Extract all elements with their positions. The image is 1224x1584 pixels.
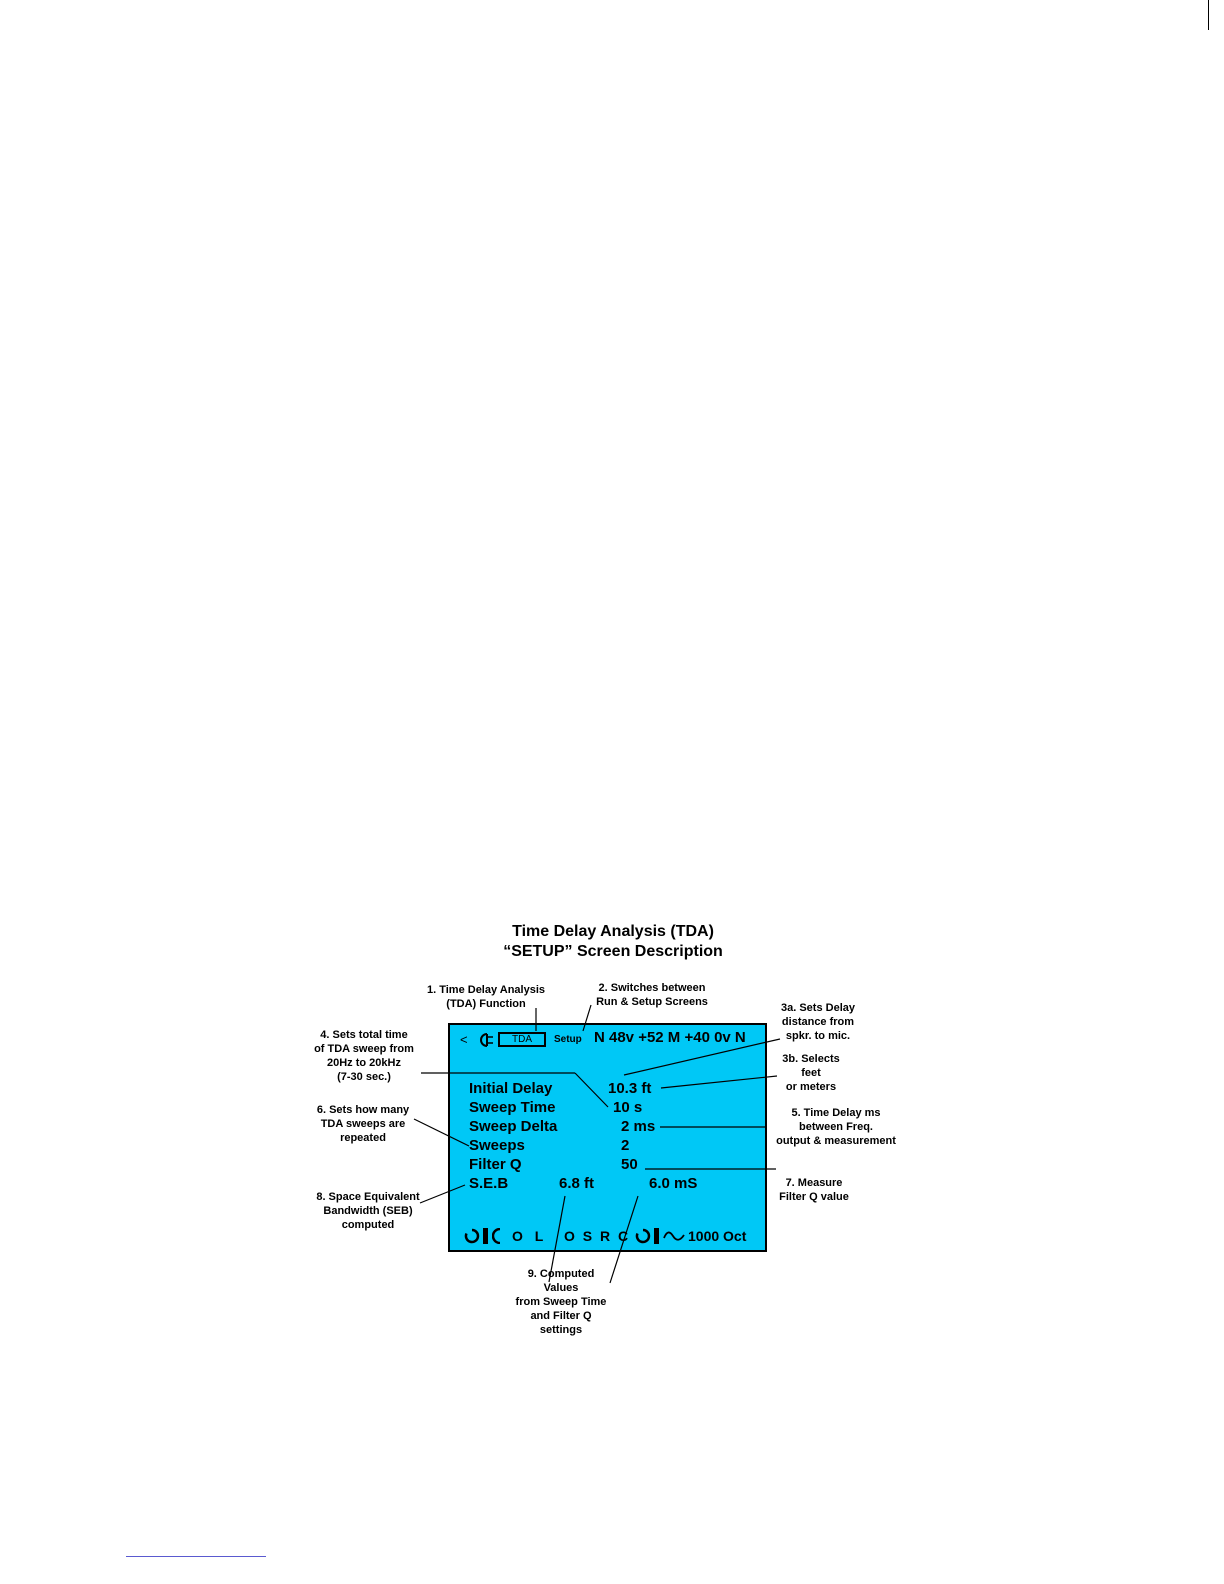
seb-time-value: 6.0 mS bbox=[649, 1175, 698, 1192]
back-arrow-icon[interactable]: < bbox=[460, 1032, 468, 1047]
diagram-title: Time Delay Analysis (TDA) bbox=[512, 923, 714, 940]
annotation-2: 2. Switches between Run & Setup Screens bbox=[596, 982, 708, 1008]
frequency-readout[interactable]: 1000 Oct bbox=[688, 1228, 747, 1244]
leader-3a bbox=[624, 1039, 780, 1075]
seb-distance-value: 6.8 ft bbox=[559, 1175, 595, 1192]
initial-delay-value[interactable]: 10.3 ft bbox=[608, 1080, 652, 1097]
annotation-7: 7. Measure Filter Q value bbox=[779, 1177, 849, 1203]
annotation-3b: 3b. Selects feet or meters bbox=[782, 1053, 840, 1093]
sweeps-label: Sweeps bbox=[469, 1137, 525, 1154]
sweep-delta-value[interactable]: 2 ms bbox=[621, 1118, 656, 1135]
leader-4b bbox=[575, 1073, 608, 1107]
annotation-1: 1. Time Delay Analysis (TDA) Function bbox=[426, 984, 545, 1010]
tda-function-box[interactable]: TDA bbox=[498, 1032, 546, 1047]
annotation-3a: 3a. Sets Delay distance from spkr. to mic. bbox=[781, 1002, 855, 1042]
sweeps-value[interactable]: 2 bbox=[621, 1137, 630, 1154]
seb-label: S.E.B bbox=[469, 1175, 509, 1192]
status-readout: N 48v +52 M +40 0v N bbox=[594, 1029, 746, 1046]
bottom-group-1[interactable]: O L bbox=[512, 1228, 548, 1244]
sweep-time-label: Sweep Time bbox=[469, 1099, 556, 1116]
annotation-6: 6. Sets how many TDA sweeps are repeated bbox=[316, 1104, 410, 1144]
sweep-delta-label: Sweep Delta bbox=[469, 1118, 558, 1135]
annotation-4: 4. Sets total time of TDA sweep from 20Hz to 20kHz (7-30 sec.) bbox=[314, 1029, 414, 1083]
filter-q-value[interactable]: 50 bbox=[621, 1156, 638, 1173]
bottom-group-2[interactable]: O S R C bbox=[564, 1228, 631, 1244]
leader-3b bbox=[661, 1076, 777, 1088]
annotation-8: 8. Space Equivalent Bandwidth (SEB) computed bbox=[316, 1191, 420, 1231]
setup-mode-label[interactable]: Setup bbox=[554, 1034, 582, 1045]
diagram-subtitle: “SETUP” Screen Description bbox=[503, 943, 723, 960]
initial-delay-label: Initial Delay bbox=[469, 1080, 553, 1097]
sweep-time-value[interactable]: 10 s bbox=[613, 1099, 643, 1116]
filter-q-label: Filter Q bbox=[469, 1156, 522, 1173]
annotation-5: 5. Time Delay ms between Freq. output & measurement bbox=[776, 1107, 896, 1147]
annotation-9: 9. Computed Values from Sweep Time and Filter Q settings bbox=[515, 1268, 607, 1336]
